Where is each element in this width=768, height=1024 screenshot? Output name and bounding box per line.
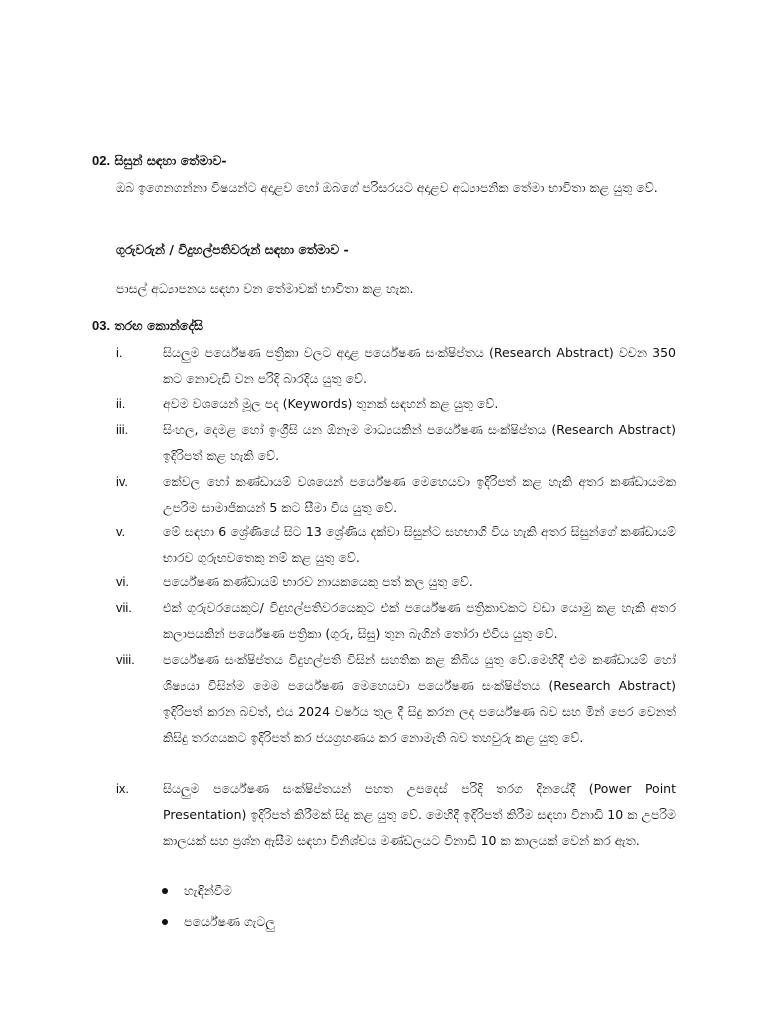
item-number: vi. [116, 574, 129, 589]
condition-item [116, 569, 676, 595]
item-text: සිංහල, දෙමළ හෝ ඉංග්‍රීසි යන ඕනෑම මාධ්‍යයකින් පර්යේෂණ සංක්ෂිප්තය (Research Abstract) ඉදිරිපත් කළ හැකි වේ. [163, 422, 676, 463]
item-text: එක් ගුරුවරයෙකුට/ විදුහල්පතිවරයෙකුට එක් පර්යේෂණ පත්‍රිකාවකට වඩා යොමු කළ හැකි අතර කලාපයකින් පර්යේෂණ පත්‍රිකා (ගුරු, සිසු) තුන බැගින් තෝරා එවිය යුතු වේ. [163, 600, 676, 641]
section-03-number: 03. [92, 318, 111, 333]
bullet-text: පර්යේෂණ ගැටලු [184, 914, 275, 929]
condition-item [116, 469, 676, 521]
teachers-theme-paragraph: පාසල් අධ්‍යාපනය සඳහා වන තේමාවක් භාවිතා කළ හැක. [116, 281, 414, 296]
teachers-theme-heading: ගුරුවරුන් / විදුහල්පතිවරුන් සඳහා තේමාව - [116, 242, 349, 257]
condition-item [116, 647, 676, 751]
item-text: පර්යේෂණ කණ්ඩායම් භාරව නායකයෙකු පත් කල යුතු වේ. [163, 574, 473, 589]
item-number: vii. [116, 600, 132, 615]
condition-item [116, 417, 676, 469]
condition-item [116, 391, 676, 417]
item-number: iii. [116, 422, 129, 437]
bullet-dot-icon [162, 919, 168, 925]
condition-item [116, 595, 676, 647]
item-number: ii. [116, 396, 126, 411]
bullet-dot-icon [162, 888, 168, 894]
section-02-number: 02. [92, 153, 111, 168]
bullet-item [162, 914, 275, 930]
section-02-heading [92, 153, 227, 169]
item-number: iv. [116, 474, 129, 489]
item-number: i. [116, 345, 123, 360]
item-text: පර්යේෂණ සංක්ෂිප්තය විදුහල්පති විසින් සහතික කළ කිබිය යුතු වේ.මෙහිදී එම කණ්ඩායම් හෝ ශිෂ්‍යයා විසින්ම මෙම පර්යේෂණ මෙහෙයවා පර්යේෂණ සංක්ෂිප්තය (Research Abstract) ඉදිරිපත් කරන බවත්, එය 2024 වර්ෂය තුල දී සිදු කරන ලද පර්යේෂණ බව සහ මින් පෙර වෙනත් කිසිදු තරගයකට ඉදිරිපත් කර ජයග්‍රහණය කර නොමැති බව තහවුරු කළ යුතු වේ. [163, 652, 676, 745]
bullet-item [162, 883, 232, 899]
condition-item [116, 776, 676, 854]
item-number: viii. [116, 652, 135, 667]
section-02-title: සිසුන් සඳහා තේමාව- [114, 153, 227, 168]
bullet-text: හැඳින්වීම [184, 883, 232, 898]
condition-item [116, 340, 676, 392]
item-text: මේ සඳහා 6 ශ්‍රේණියේ සිට 13 ශ්‍රේණිය දක්වා සිසුන්ට සහභාගි විය හැකි අතර සිසුන්ගේ කණ්ඩායම් භාරව ගුරුභවතෙකු නම් කළ යුතු වේ. [163, 524, 676, 565]
section-03-heading [92, 318, 203, 334]
item-text: කේවල හෝ කණ්ඩායම් වශයෙන් පර්යේෂණ මෙහෙයවා ඉදිරිපත් කළ හැකි අතර කණ්ඩායමක උපරිම සාමාජිකයන් 5 කට සීමා විය යුතු වේ. [163, 474, 676, 515]
condition-item [116, 519, 676, 571]
item-text: අවම වශයෙන් මූල පද (Keywords) තුනක් සඳහන් කළ යුතු වේ. [163, 396, 499, 411]
item-number: ix. [116, 781, 129, 796]
item-text: සියලුම පර්යේෂණ සංක්ෂිප්තයන් පහත උපදෙස් පරිදි තරග දිනයේදී (Power Point Presentation) ඉදිරිපත් කිරීමක් සිදු කළ යුතු වේ. මෙහිදී ඉදිරිපත් කිරීම සඳහා විනාඩි 10 ක උපරිම කාලයක් සහ ප්‍රශ්න ඇසීම සඳහා විනිශ්චය මණ්ඩලයට විනාඩි 10 ක කාලයක් වෙන් කර ඇත. [163, 781, 676, 848]
section-02-paragraph: ඔබ ඉගෙනගන්නා විෂයන්ට අදාළව හෝ ඔබගේ පරිසරයට අදාළව අධ්‍යාපනික තේමා භාවිතා කළ යුතු වේ. [116, 180, 658, 195]
item-number: v. [116, 524, 126, 539]
item-text: සියලුම පර්යේෂණ පත්‍රිකා වලට අදාළ පර්යේෂණ සංක්ෂිප්තය (Research Abstract) වචන 350 කට නොවැඩි වන පරිදි බාරදිය යුතු වේ. [163, 345, 676, 386]
section-03-title: තරඟ කොන්දේසි [114, 318, 203, 333]
